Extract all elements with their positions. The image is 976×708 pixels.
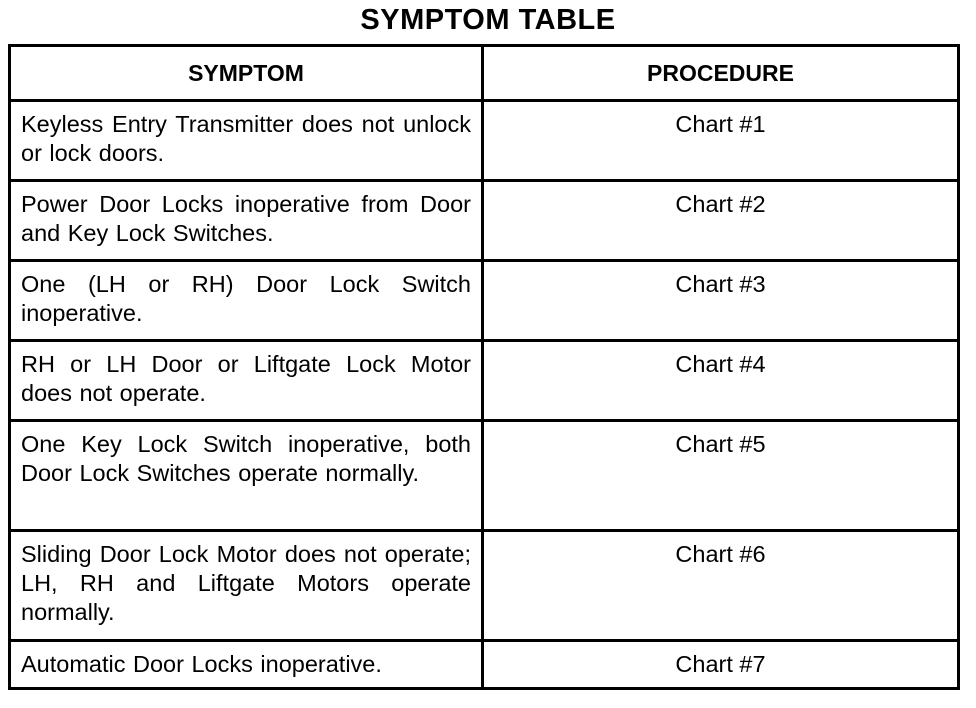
symptom-table	[8, 44, 960, 690]
symptom-cell	[10, 181, 483, 261]
procedure-cell	[483, 341, 959, 421]
symptom-cell	[10, 101, 483, 181]
symptom-cell	[10, 531, 483, 641]
symptom-cell	[10, 421, 483, 531]
table-row	[10, 341, 959, 421]
procedure-cell	[483, 641, 959, 689]
column-header-symptom: SYMPTOM	[10, 46, 483, 101]
procedure-text: Chart #7	[675, 651, 766, 677]
table-row	[10, 101, 959, 181]
procedure-cell	[483, 421, 959, 531]
table-header-row	[10, 46, 959, 101]
symptom-text: RH or LH Door or Liftgate Lock Motor does not operate.	[21, 351, 471, 406]
procedure-text: Chart #5	[675, 431, 766, 457]
procedure-cell	[483, 531, 959, 641]
table-row	[10, 421, 959, 531]
column-header-procedure: PROCEDURE	[483, 46, 959, 101]
procedure-text: Chart #4	[675, 351, 766, 377]
procedure-cell	[483, 101, 959, 181]
symptom-cell	[10, 641, 483, 689]
table-row	[10, 531, 959, 641]
symptom-text: Power Door Locks inoperative from Door and Key Lock Switches.	[21, 191, 471, 246]
symptom-text: Automatic Door Locks inoperative.	[21, 651, 382, 677]
symptom-text: One Key Lock Switch inoperative, both Door Lock Switches operate normally.	[21, 431, 471, 486]
procedure-text: Chart #6	[675, 541, 766, 567]
procedure-text: Chart #3	[675, 271, 766, 297]
symptom-text: Sliding Door Lock Motor does not operate; LH, RH and Liftgate Motors operate normally.	[21, 541, 471, 625]
symptom-cell	[10, 261, 483, 341]
procedure-text: Chart #1	[675, 111, 766, 137]
symptom-text: One (LH or RH) Door Lock Switch inoperative.	[21, 271, 471, 326]
page-title: SYMPTOM TABLE	[360, 4, 616, 36]
procedure-cell	[483, 261, 959, 341]
procedure-text: Chart #2	[675, 191, 766, 217]
table-row	[10, 261, 959, 341]
procedure-cell	[483, 181, 959, 261]
symptom-text: Keyless Entry Transmitter does not unlock or lock doors.	[21, 111, 471, 166]
table-row	[10, 641, 959, 689]
table-row	[10, 181, 959, 261]
symptom-cell	[10, 341, 483, 421]
